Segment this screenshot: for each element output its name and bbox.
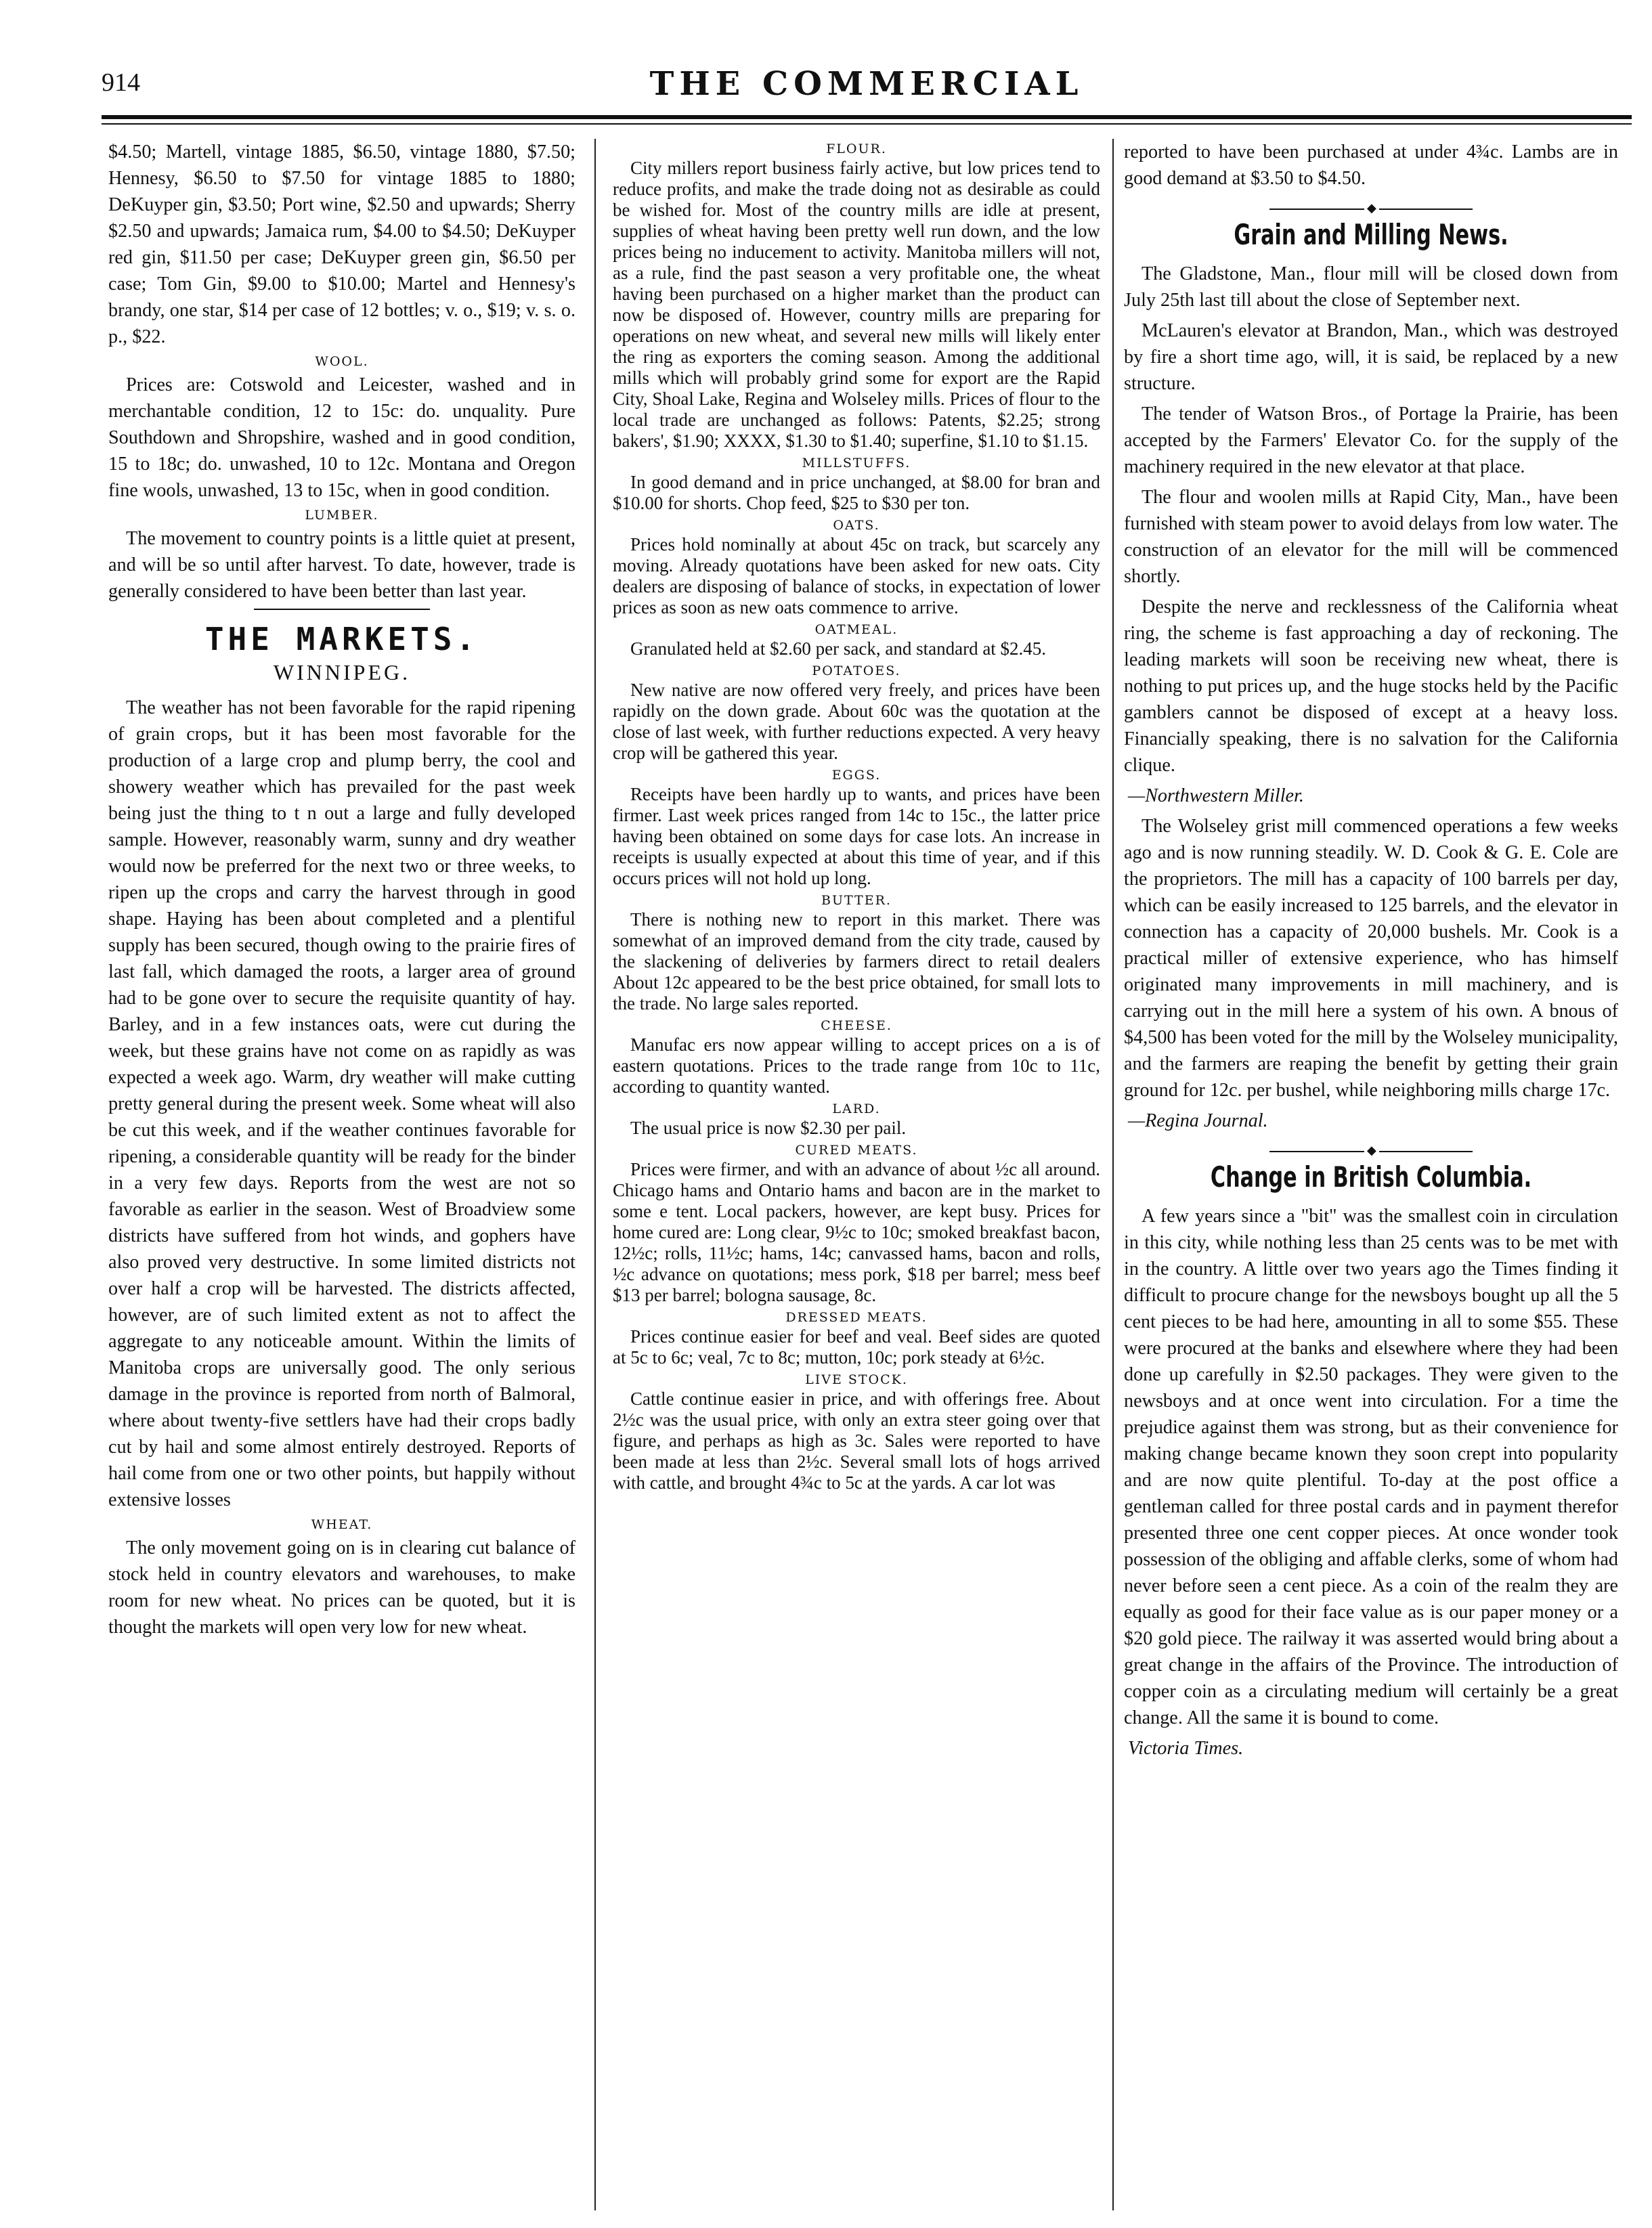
oats-text: Prices hold nominally at about 45c on track, but scarcely any moving. Already quotations have been asked for new oats. City dealers are disposing of balance of stocks, in expectation of lower prices as soon as new oats commence to arrive.: [613, 534, 1100, 617]
potatoes-heading: POTATOES.: [812, 663, 901, 678]
lumber-heading: LUMBER.: [305, 508, 379, 523]
markets-heading: THE MARKETS.: [204, 621, 479, 657]
section-rule: [254, 609, 430, 610]
flour-text: City millers report business fairly active, but low prices tend to reduce profits, and make the trade doing not as desirable as could be wished for. Most of the country mills are idle at present, supplies of wheat having been pretty well run down, and the low prices being no inducement to activity. Manitoba millers will not, as a rule, find the past season a very profitable one, the wheat having been purchased on a higher market than the product can now be disposed of. However, country mills are preparing for operations on new wheat, and several new mills will likely enter the ring as exporters the coming season. Among the additional mills which will probably grind some for export are the Rapid City, Shoal Lake, Regina and Wolseley mills. Prices of flour to the local trade are unchanged as follows: Patents, $2.25; strong bakers', $1.90; XXXX, $1.30 to $1.40; superfine, $1.10 to $1.15.: [613, 158, 1100, 451]
lard-text: The usual price is now $2.30 per pail.: [630, 1118, 907, 1138]
column-divider: [1112, 139, 1114, 2210]
brandon-item: McLauren's elevator at Brandon, Man., which was destroyed by fire a short time ago, will, it is said, be replaced by a new structure.: [1124, 320, 1618, 394]
oatmeal-heading: OATMEAL.: [814, 622, 898, 637]
winnipeg-heading: WINNIPEG.: [273, 660, 411, 684]
dressed-meats-heading: DRESSED MEATS.: [785, 1310, 928, 1325]
wool-text: Prices are: Cotswold and Leicester, washed and in merchantable condition, 12 to 15c: do. unquality. Pure Southdown and Shropshire, washed and in good condition, 15 to 18c; do. unwashed, 10 to 12c. Montana and Oregon fine wools, unwashed, 13 to 15c, when in good condition.: [108, 374, 575, 501]
portage-item: The tender of Watson Bros., of Portage la Prairie, has been accepted by the Farmers' Elevator Co. for the supply of the machinery required in the new elevator at that place.: [1124, 403, 1618, 477]
live-stock-text: Cattle continue easier in price, and with offerings free. About 2½c was the usual price, with only an extra steer going over that figure, and perhaps as high as 3c. Sales were reported to have been made at less than 2½c. Several small lots of hogs arrived with cattle, and brought 4¾c to 5c at the yards. A car lot was: [613, 1389, 1100, 1493]
spirits-prices-text: $4.50; Martell, vintage 1885, $6.50, vintage 1880, $7.50; Hennesy, $6.50 to $7.50 for vintage 1885 to 1880; DeKuyper gin, $3.50; Port wine, $2.50 and upwards; Sherry $2.50 and upwards; Jamaica rum, $4.00 to $4.50; DeKuyper red gin, $11.50 per case; DeKuyper green gin, $6.50 per case; Tom Gin, $9.00 to $10.00; Martel and Hennesy's brandy, one star, $14 per case of 12 bottles; v. o., $19; v. s. o. p., $22.: [108, 141, 575, 347]
column-divider: [594, 139, 596, 2210]
oatmeal-text: Granulated held at $2.60 per sack, and standard at $2.45.: [630, 638, 1047, 659]
weather-report-text: The weather has not been favorable for the rapid ripening of grain crops, but it has been most favorable for the production of a large crop and plump berry, the cool and showery weather which has prevailed for the past week being just the thing to t n out a large and fully developed sample. However, reasonably warm, sunny and dry weather would now be preferred for the next two or three weeks, to ripen up the crops and carry the harvest through in good shape. Haying has been about completed and a plentiful supply has been secured, though owing to the prairie fires of last fall, which damaged the roots, a larger area of ground had to be gone over to secure the requisite quantity of hay. Barley, and in a few instances oats, were cut during the week, but these grains have not come on as rapidly as was expected a week ago. Warm, dry weather will make cutting pretty general during the present week. Some wheat will also be cut this week, and if the weather continues favorable for ripening, a considerable quantity will be ready for the binder in a very few days. Reports from the west are not so favorable as earlier in the season. West of Broadview some districts have suffered from hot winds, and gophers have also proved very destructive. In some limited districts not over half a crop will be harvested. The districts affected, however, are of such limited extent as not to affect the aggregate to any noticeable amount. Within the limits of Manitoba crops are universally good. The only serious damage in the province is reported from north of Balmoral, where about twenty-five settlers have had their crops badly cut by hail and some almost entirely destroyed. Reports of hail come from one or two other points, but happily without extensive losses: [108, 697, 575, 1510]
wheat-heading: WHEAT.: [311, 1517, 373, 1532]
ornamental-divider: [1124, 1141, 1618, 1156]
masthead-title: THE COMMERCIAL: [649, 65, 1084, 103]
wolseley-item: The Wolseley grist mill commenced operations a few weeks ago and is now running steadily. W. D. Cook & G. E. Cole are the proprietors. The mill has a capacity of 100 barrels per day, which can be easily increased to 125 barrels, and the elevator in connection has a capacity of 20,000 bushels. Mr. Cook is a practical miller of extensive experience, who has himself originated many improvements in mill machinery, and is carrying out in the mill here a system of his own. A bnous of $4,500 has been voted for the mill by the Wolseley municipality, and the farmers are reaping the benefit by getting their grain ground for 12c. per bushel, while neighboring mills charge 17c.: [1124, 816, 1618, 1101]
cured-meats-text: Prices were firmer, and with an advance of about ½c all around. Chicago hams and Ontario hams and bacon are in the market to some e tent. Local packers, however, are kept busy. Prices for home cured are: Long clear, 9½c to 10c; smoked breakfast bacon, 12½c; rolls, 11½c; hams, 14c; canvassed hams, bacon and rolls, ½c advance on quotations; mess pork, $18 per barrel; mess beef $13 per barrel; bologna sausage, 8c.: [613, 1159, 1100, 1305]
lumber-text: The movement to country points is a little quiet at present, and will be so until after harvest. To date, however, trade is generally considered to have been better than last year.: [108, 528, 575, 602]
oats-heading: OATS.: [833, 518, 880, 533]
gladstone-item: The Gladstone, Man., flour mill will be closed down from July 25th last till about the close of September next.: [1124, 263, 1618, 311]
california-item: Despite the nerve and recklessness of the California wheat ring, the scheme is fast approaching a day of reckoning. The leading markets will soon be receiving new wheat, there is nothing to put prices up, and the huge stocks held by the Pacific gamblers cannot be disposed of except at a heavy loss. Financially speaking, there is no salvation for the California clique.: [1124, 596, 1618, 776]
ornamental-divider: [1124, 198, 1618, 214]
millstuffs-heading: MILLSTUFFS.: [802, 456, 911, 471]
british-columbia-text: A few years since a "bit" was the smallest coin in circulation in this city, while nothing less than 25 cents was to be met with in the country. A little over two years ago the Times finding it difficult to procure change for the newsboys bought up all the 5 cent pieces to be had here, amounting in all to some $55. These were procured at the banks and elsewhere where they had been done up carefully in $2.50 packages. They were given to the newsboys and at once went into circulation. For a time the prejudice against them was strong, but as their convenience for making change became known they soon crept into popularity and are now quite plentiful. To-day at the post office a gentleman called for three postal cards and in payment therefor presented three one cent copper pieces. At once wonder took possession of the obliging and affable clerks, some of whom had never before seen a cent piece. As a coin of the realm they are equally as good for their face value as is our paper money or a $20 gold piece. The railway it was asserted would bring about a great change in the affairs of the Province. The introduction of copper coin as a circulating medium will certainly be a great change. All the same it is bound to come.: [1124, 1206, 1618, 1728]
eggs-text: Receipts have been hardly up to wants, and prices have been firmer. Last week prices ranged from 14c to 15c., the latter price having been obtained on some days for case lots. An increase in receipts is usually expected at about this time of year, and if this occurs prices will not hold up long.: [613, 784, 1100, 888]
column-2: [613, 139, 1100, 2204]
column-1: [108, 139, 575, 2204]
flour-heading: FLOUR.: [826, 141, 887, 156]
header-rule: [102, 115, 1632, 119]
grain-milling-heading: Grain and Milling News.: [1234, 218, 1508, 251]
cheese-text: Manufac ers now appear willing to accept prices on a is of eastern quotations. Prices to the trade range from 10c to 11c, according to quantity wanted.: [613, 1034, 1100, 1097]
header-rule-thin: [102, 123, 1632, 125]
northwestern-miller-credit: —Northwestern Miller.: [1128, 785, 1304, 806]
column-3: [1124, 139, 1618, 2204]
lard-heading: LARD.: [832, 1101, 881, 1116]
live-stock-continued-text: reported to have been purchased at under 4¾c. Lambs are in good demand at $3.50 to $4.50.: [1124, 141, 1618, 189]
page-number: 914: [102, 68, 140, 97]
rapid-city-item: The flour and woolen mills at Rapid City, Man., have been furnished with steam power to avoid delays from low water. The construction of an elevator for the mill will be commenced shortly.: [1124, 487, 1618, 587]
potatoes-text: New native are now offered very freely, and prices have been rapidly on the down grade. About 60c was the quotation at the close of last week, with further reductions expected. A very heavy crop will be gathered this year.: [613, 680, 1100, 763]
dressed-meats-text: Prices continue easier for beef and veal. Beef sides are quoted at 5c to 6c; veal, 7c to 8c; mutton, 10c; pork steady at 6½c.: [613, 1326, 1100, 1368]
victoria-times-credit: Victoria Times.: [1128, 1738, 1244, 1759]
butter-text: There is nothing new to report in this market. There was somewhat of an improved demand from the city trade, caused by the slackening of deliveries by farmers direct to retail dealers About 12c appeared to be the best price obtained, for small lots to the trade. No large sales reported.: [613, 909, 1100, 1013]
cheese-heading: CHEESE.: [821, 1018, 892, 1033]
live-stock-heading: LIVE STOCK.: [805, 1372, 908, 1387]
eggs-heading: EGGS.: [831, 768, 882, 783]
butter-heading: BUTTER.: [821, 893, 892, 908]
regina-journal-credit: —Regina Journal.: [1128, 1110, 1268, 1131]
british-columbia-heading: Change in British Columbia.: [1210, 1160, 1532, 1194]
millstuffs-text: In good demand and in price unchanged, at $8.00 for bran and $10.00 for shorts. Chop feed, $25 to $30 per ton.: [613, 472, 1100, 513]
cured-meats-heading: CURED MEATS.: [795, 1143, 918, 1158]
page-header: [102, 65, 1632, 108]
wheat-text: The only movement going on is in clearing cut balance of stock held in country elevators and warehouses, to make room for new wheat. No prices can be quoted, but it is thought the markets will open very low for new wheat.: [108, 1537, 575, 1638]
wool-heading: WOOL.: [315, 354, 369, 369]
